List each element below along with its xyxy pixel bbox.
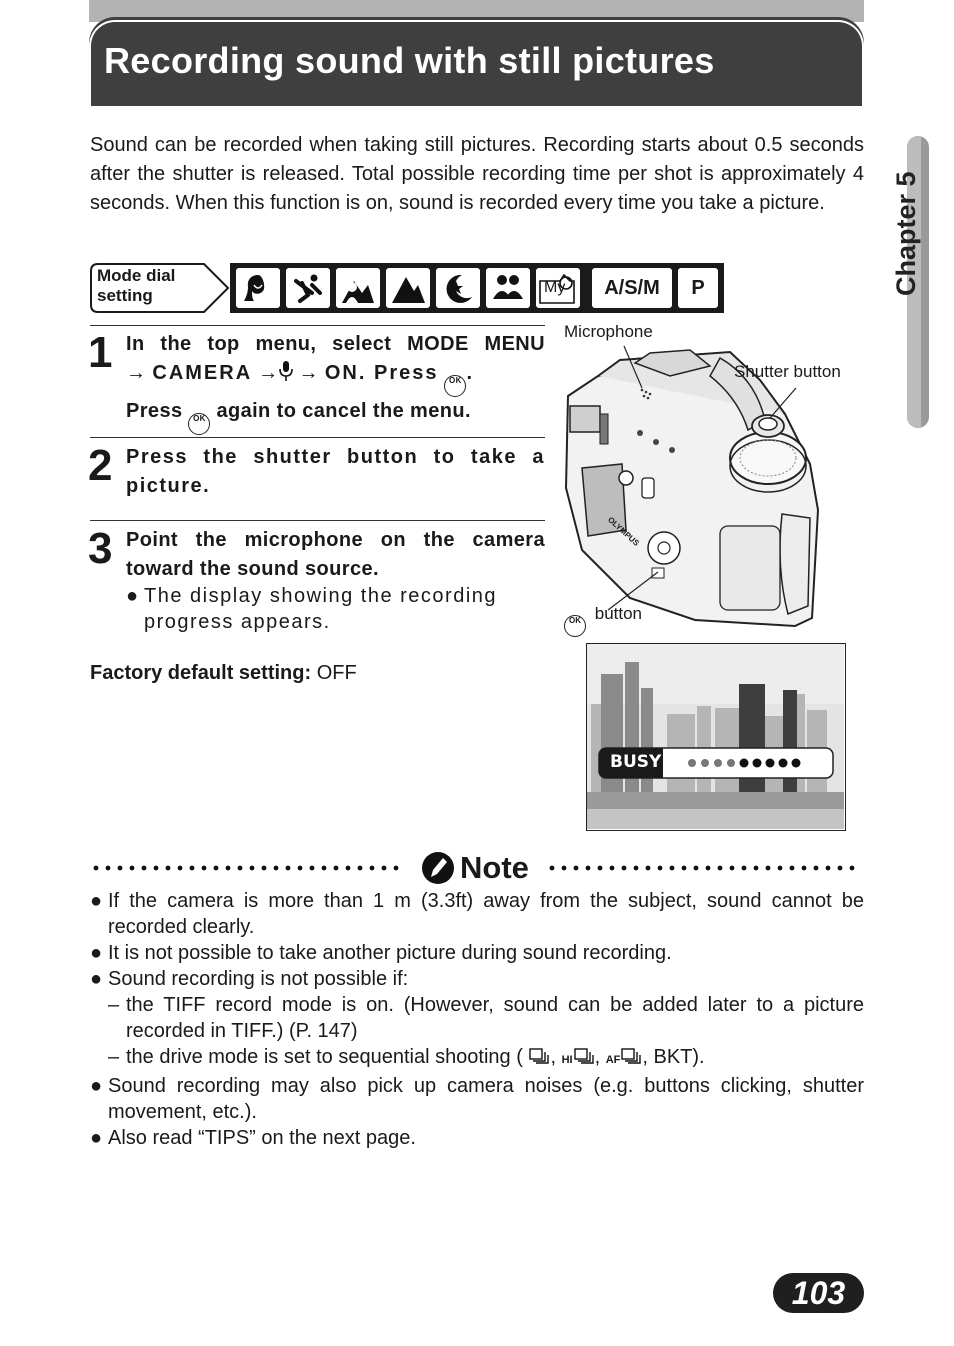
note-item-text: Also read “TIPS” on the next page.	[108, 1127, 416, 1149]
note-heading: Note	[460, 850, 529, 885]
step1-number: 1	[88, 328, 113, 377]
factory-default-label: Factory default setting:	[90, 662, 312, 684]
mode-dial-strip	[230, 263, 724, 313]
landscape-icon	[386, 268, 430, 308]
city-skyline-image	[587, 644, 844, 829]
night-scene-icon	[436, 268, 480, 308]
hi-sequential-icon	[573, 1047, 595, 1065]
step3-bullet	[126, 583, 545, 635]
microphone-icon	[279, 360, 293, 382]
note-item: ● Also read “TIPS” on the next page.	[90, 1127, 416, 1149]
note-item: ● If the camera is more than 1 m (3.3ft) away from the subject, sound cannot be recorded clearly.	[90, 890, 864, 938]
ok-button-label	[564, 604, 642, 637]
pencil-icon	[422, 852, 454, 884]
ok-button-icon	[444, 375, 466, 397]
step3-text: Point the microphone on the camera toward the sound source.	[126, 529, 545, 580]
page-title: Recording sound with still pictures	[104, 40, 715, 81]
step1-arrow-b: →	[258, 362, 279, 384]
ok-button-label-text: button	[594, 604, 642, 623]
note-item-text: Sound recording may also pick up camera noises (e.g. buttons clicking, shutter movement, etc.).	[108, 1075, 864, 1123]
step3-bullet-text: The display showing the recording progress appears.	[144, 585, 498, 633]
factory-default	[90, 662, 357, 685]
note-subitem-text: the drive mode is set to sequential shooting (	[126, 1046, 523, 1068]
step1-line1: In the top menu, select MODE MENU	[126, 333, 545, 355]
step1-camera: CAMERA	[152, 362, 253, 384]
note-item-text: If the camera is more than 1 m (3.3ft) away from the subject, sound cannot be recorded clearly.	[108, 890, 864, 938]
ok-button-icon	[188, 413, 210, 435]
note-item: ● Sound recording is not possible if:	[90, 968, 409, 990]
asm-label: A/S/M	[604, 276, 660, 299]
my-mode-icon	[536, 268, 580, 308]
note-subitem: – the TIFF record mode is on. (However, sound can be added later to a picture recorded in TIFF.) (P. 147)	[108, 994, 864, 1042]
page-number: 103	[791, 1275, 846, 1311]
drive-hi-label: HI	[561, 1054, 573, 1066]
note-item-text: Sound recording is not possible if:	[108, 968, 409, 990]
camera-figure	[560, 318, 860, 636]
landscape-portrait-icon	[336, 268, 380, 308]
busy-indicator: BUSY	[610, 752, 662, 772]
p-mode-icon	[678, 268, 718, 308]
sequential-shooting-icon	[528, 1047, 550, 1065]
intro-paragraph: Sound can be recorded when taking still pictures. Recording starts about 0.5 seconds after the shutter is released. Total possible recording time per shot is approximately 4 seconds. When this function is on, sound is recorded every time you take a picture.	[90, 134, 864, 214]
step1-period: .	[466, 362, 473, 384]
step3-rule	[90, 520, 545, 521]
note-subitem-text: the TIFF record mode is on. (However, sound can be added later to a picture recorded in TIFF.) (P. 147)	[126, 994, 864, 1042]
drive-af-label: AF	[605, 1054, 621, 1066]
note-item: ● Sound recording may also pick up camera noises (e.g. buttons clicking, shutter movement, etc.).	[90, 1075, 864, 1123]
mode-dial-label-line2: setting	[97, 286, 153, 305]
shutter-button-label: Shutter button	[734, 362, 841, 381]
note-item: ● It is not possible to take another picture during sound recording.	[90, 942, 672, 964]
self-portrait-icon	[486, 268, 530, 308]
note-subitem: – the drive mode is set to sequential shooting ( , HI , AF , BKT).	[108, 1046, 705, 1068]
sports-icon	[286, 268, 330, 308]
brand-label: OLYMPUS	[605, 515, 641, 548]
step1-press: Press	[126, 400, 183, 422]
step3-number: 3	[88, 524, 113, 573]
chapter-label-text: Chapter 5	[891, 171, 921, 296]
step2-rule	[90, 437, 545, 438]
step1-rule	[90, 325, 545, 326]
step2-number: 2	[88, 441, 113, 490]
mode-dial-label	[97, 266, 207, 306]
my-mode-text: My	[544, 279, 566, 296]
portrait-icon	[236, 268, 280, 308]
step1-cancel: again to cancel the menu.	[216, 400, 471, 422]
ok-symbol: OK	[569, 616, 581, 625]
step1-arrow-c: →	[298, 362, 319, 384]
step1-arrow: →	[126, 362, 147, 384]
ok-symbol: OK	[193, 414, 206, 423]
af-sequential-icon	[620, 1047, 642, 1065]
note-body	[90, 888, 864, 1151]
step1-text	[126, 330, 545, 435]
ok-symbol: OK	[449, 376, 462, 385]
factory-default-value: OFF	[316, 662, 357, 684]
microphone-label: Microphone	[564, 322, 653, 341]
mode-dial-label-line1: Mode dial	[97, 266, 176, 285]
ok-button-icon	[564, 615, 586, 637]
p-label: P	[691, 276, 705, 299]
step1-on-press: ON. Press	[324, 362, 439, 384]
step1-line3	[126, 397, 545, 435]
step2-text: Press the shutter button to take a picture.	[126, 446, 545, 497]
asm-mode-icon	[592, 268, 672, 308]
chapter-label	[887, 160, 927, 300]
bullet-dot: ●	[126, 585, 140, 607]
step1-line2	[126, 359, 545, 397]
note-item-text: It is not possible to take another picture during sound recording.	[108, 942, 672, 964]
lcd-screen-figure	[586, 643, 846, 831]
drive-tail-text: , BKT).	[642, 1046, 705, 1068]
